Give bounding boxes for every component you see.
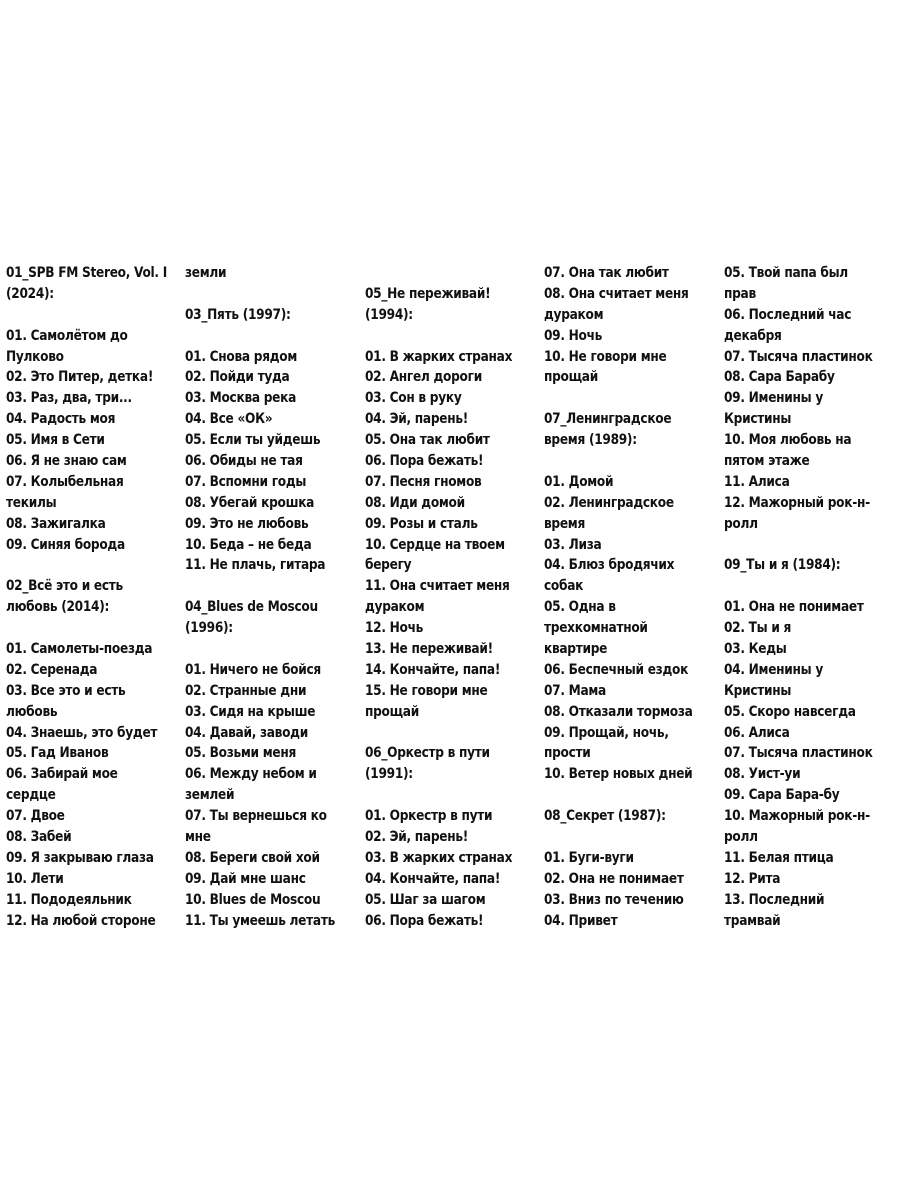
tracklist-column-2 [185,263,335,932]
album-heading: 03_Пять (1997): [185,306,291,323]
track-line: 10. Не говори мне [544,348,667,365]
blank-line [6,555,167,576]
track-line: 03. В жарких странах [365,849,513,866]
tracklist-column-3 [365,263,512,932]
track-line: ролл [724,829,758,846]
blank-line [724,576,873,597]
blank-line [185,326,335,347]
track-line: прощай [365,703,419,720]
track-line: 05. Возьми меня [185,745,297,762]
track-line: 06. Пора бежать! [365,453,484,470]
track-line: 08. Убегай крошка [185,494,315,511]
track-line: прости [544,745,591,762]
track-line: 04. Блюз бродячих [544,557,675,574]
track-line: 09. Дай мне шанс [185,870,306,887]
album-heading: 04_Blues de Moscou [185,599,318,616]
blank-line [6,305,167,326]
track-line: 10. Мажорный рок-н- [724,808,870,825]
track-line: 08. Забей [6,829,72,846]
track-line: 09. Именины у [724,390,823,407]
track-line: 03. Все это и есть [6,682,126,699]
track-line: 01. Самолётом до [6,327,128,344]
track-line: 11. Ты умеешь летать [185,912,336,929]
blank-line [544,388,693,409]
track-line: 06. Между небом и [185,766,317,783]
track-line: трамвай [724,912,781,929]
album-heading: 06_Оркестр в пути [365,745,490,762]
blank-line [724,535,873,556]
track-line: 01. Домой [544,473,614,490]
blank-line [185,576,335,597]
album-heading: (1994): [365,306,413,323]
track-line: 06. Пора бежать! [365,912,484,929]
blank-line [365,723,512,744]
track-line: 07. Песня гномов [365,473,482,490]
track-line: 07. Тысяча пластинок [724,348,873,365]
track-line: 03. Раз, два, три... [6,390,132,407]
track-line: 06. Беспечный ездок [544,661,689,678]
blank-line [6,618,167,639]
track-line: собак [544,578,584,595]
track-line: 01. Она не понимает [724,599,864,616]
album-heading: (1991): [365,766,413,783]
track-line: мне [185,829,211,846]
track-line: декабря [724,327,782,344]
track-line: 05. Если ты уйдешь [185,432,321,449]
album-heading: 08_Секрет (1987): [544,808,666,825]
track-line: 09. Это не любовь [185,515,309,532]
track-line: 02. Пойди туда [185,369,290,386]
track-line: 05. Имя в Сети [6,432,105,449]
track-line: 04. Кончайте, папа! [365,870,501,887]
track-line: 04. Давай, заводи [185,724,308,741]
track-line: 02. Это Питер, детка! [6,369,154,386]
track-line: дураком [544,306,604,323]
album-heading: 02_Всё это и есть [6,578,123,595]
track-line: 01. Ничего не бойся [185,661,321,678]
track-line: 13. Не переживай! [365,641,493,658]
track-line: 12. Мажорный рок-н- [724,494,870,511]
track-line: Кристины [724,411,792,428]
track-line: 11. Белая птица [724,849,834,866]
track-line: Пулково [6,348,64,365]
track-line: 09. Я закрываю глаза [6,849,154,866]
track-line: 11. Не плачь, гитара [185,557,326,574]
track-line: 08. Сара Барабу [724,369,835,386]
track-line: текилы [6,494,57,511]
track-line: 07. Двое [6,808,65,825]
track-line: 03. Лиза [544,536,602,553]
track-line: 09. Розы и сталь [365,515,478,532]
track-line: 15. Не говори мне [365,682,488,699]
track-line: берегу [365,557,412,574]
tracklist-column-4 [544,263,693,932]
track-line: 10. Blues de Moscou [185,891,321,908]
track-line: 10. Беда – не беда [185,536,312,553]
track-line: 11. Она считает меня [365,578,510,595]
track-line: время (1989): [544,432,637,449]
track-line: 07. Мама [544,682,606,699]
track-line: 08. Уист-уи [724,766,801,783]
track-line: пятом этаже [724,453,810,470]
album-heading: 01_SPB FM Stereo, Vol. I [6,265,167,281]
track-line: 04. Эй, парень! [365,411,469,428]
album-heading: (1996): [185,620,233,637]
track-line: 08. Береги свой хой [185,849,320,866]
track-line: 07. Вспомни годы [185,473,307,490]
track-line: 05. Одна в [544,599,616,616]
track-line: 06. Алиса [724,724,790,741]
track-line: 11. Пододеяльник [6,891,132,908]
blank-line [185,284,335,305]
track-line: ролл [724,515,758,532]
track-line: прощай [544,369,598,386]
track-line: 01. Самолеты-поезда [6,641,153,658]
track-line: 04. Именины у [724,661,823,678]
track-line: 04. Все «ОК» [185,411,273,428]
blank-line [544,451,693,472]
track-line: 09. Ночь [544,327,603,344]
track-line: 01. Снова рядом [185,348,298,365]
track-line: 01. В жарких странах [365,348,513,365]
track-line: 02. Странные дни [185,682,307,699]
track-line: время [544,515,586,532]
track-line: 02. Она не понимает [544,870,684,887]
album-heading: 07_Ленинградское [544,411,672,428]
track-line: 01. Буги-вуги [544,849,634,866]
album-heading: 05_Не переживай! [365,285,491,302]
track-line: 02. Эй, парень! [365,829,469,846]
blank-line [365,785,512,806]
track-line: 07. Она так любит [544,265,669,281]
track-line: 08. Она считает меня [544,285,689,302]
track-line: 02. Ты и я [724,620,792,637]
album-heading: 09_Ты и я (1984): [724,557,841,574]
track-line: 05. Гад Иванов [6,745,109,762]
track-line: 10. Сердце на твоем [365,536,505,553]
tracklist-column-1 [6,263,167,932]
track-line: 10. Ветер новых дней [544,766,693,783]
track-line: 03. Вниз по течению [544,891,684,908]
track-line: трехкомнатной [544,620,648,637]
track-line: 11. Алиса [724,473,790,490]
track-line: 09. Прощай, ночь, [544,724,669,741]
track-line: 13. Последний [724,891,825,908]
track-line: 05. Скоро навсегда [724,703,856,720]
track-line: 12. На любой стороне [6,912,156,929]
track-line: 04. Привет [544,912,618,929]
track-line: землей [185,787,235,804]
track-line: 10. Моя любовь на [724,432,852,449]
track-line: квартире [544,641,608,658]
track-line: 08. Отказали тормоза [544,703,693,720]
track-line: 07. Тысяча пластинок [724,745,873,762]
track-line: 06. Обиды не тая [185,453,303,470]
track-line: 05. Шаг за шагом [365,891,486,908]
track-line: прав [724,285,756,302]
track-line: 09. Синяя борода [6,536,125,553]
track-line: 01. Оркестр в пути [365,808,493,825]
track-line: 03. Москва река [185,390,297,407]
blank-line [185,639,335,660]
track-line: сердце [6,787,56,804]
track-line: земли [185,265,227,281]
track-line: 14. Кончайте, папа! [365,661,501,678]
track-line: 06. Забирай мое [6,766,118,783]
track-line: дураком [365,599,425,616]
track-line: 09. Сара Бара-бу [724,787,840,804]
track-line: 07. Колыбельная [6,473,124,490]
track-line: 10. Лети [6,870,64,887]
track-line: 04. Знаешь, это будет [6,724,158,741]
blank-line [365,326,512,347]
track-line: любовь [6,703,58,720]
track-line: 08. Иди домой [365,494,465,511]
blank-line [365,263,512,284]
track-line: 03. Сидя на крыше [185,703,316,720]
track-line: 12. Рита [724,870,781,887]
track-line: 08. Зажигалка [6,515,106,532]
track-line: 03. Кеды [724,641,787,658]
tracklist-column-5 [724,263,873,932]
track-line: 02. Ангел дороги [365,369,482,386]
track-line: 03. Сон в руку [365,390,462,407]
track-line: 05. Она так любит [365,432,490,449]
blank-line [544,827,693,848]
track-line: 02. Ленинградское [544,494,674,511]
track-line: 07. Ты вернешься ко [185,808,327,825]
track-line: 12. Ночь [365,620,424,637]
track-line: 05. Твой папа был [724,265,848,281]
track-line: 02. Серенада [6,661,98,678]
track-line: 06. Последний час [724,306,852,323]
album-heading: (2024): [6,285,54,302]
track-line: любовь (2014): [6,599,110,616]
blank-line [544,785,693,806]
track-line: 04. Радость моя [6,411,116,428]
track-line: Кристины [724,682,792,699]
track-line: 06. Я не знаю сам [6,453,127,470]
